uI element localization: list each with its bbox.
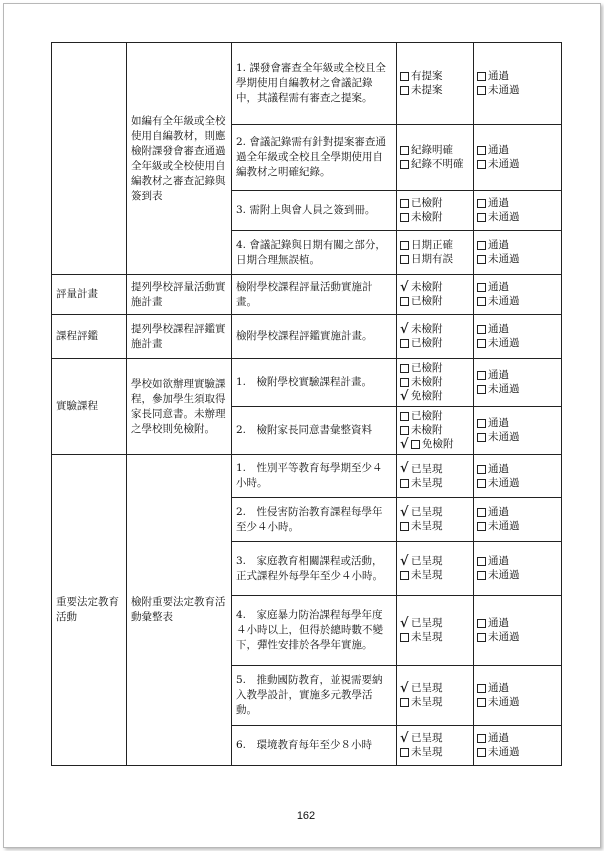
- checkbox[interactable]: [477, 213, 486, 222]
- checkbox[interactable]: [411, 440, 420, 449]
- option-cell: [397, 407, 474, 455]
- option-cell: [397, 596, 474, 666]
- result-cell: [474, 275, 562, 315]
- checkbox[interactable]: [477, 283, 486, 292]
- checkbox[interactable]: [400, 364, 409, 373]
- option-label: 已檢附: [411, 197, 443, 209]
- check-mark-icon[interactable]: √: [400, 461, 409, 476]
- option-cell: [397, 315, 474, 359]
- checkbox[interactable]: [400, 160, 409, 169]
- checkbox[interactable]: [477, 465, 486, 474]
- requirement-cell: 檢附重要法定教育活動彙整表: [127, 455, 232, 766]
- item-cell: 1. 性別平等教育每學期至少４小時。: [232, 455, 397, 498]
- check-mark-icon[interactable]: √: [400, 504, 409, 520]
- option-label: 未呈現: [411, 631, 443, 643]
- option-label: 未呈現: [411, 476, 443, 489]
- checkbox[interactable]: [477, 297, 486, 306]
- checkbox[interactable]: [477, 371, 486, 380]
- option-cell: [397, 275, 474, 315]
- result-cell: [474, 231, 562, 275]
- checkbox[interactable]: [477, 557, 486, 566]
- checkbox[interactable]: [400, 698, 409, 707]
- requirement-cell: 提列學校評量活動實施計畫: [127, 275, 232, 315]
- option-label: 未呈現: [411, 746, 443, 758]
- option-label: 已檢附: [411, 337, 443, 349]
- result-cell: [474, 498, 562, 542]
- option-cell: [397, 726, 474, 766]
- check-mark-icon[interactable]: √: [400, 615, 409, 631]
- option-cell: [397, 455, 474, 498]
- category-cell: 實驗課程: [52, 359, 127, 455]
- option-label: 未檢附: [411, 281, 443, 293]
- result-label: 通過: [488, 197, 509, 209]
- option-label: 未提案: [411, 84, 443, 96]
- check-mark-icon[interactable]: √: [400, 279, 409, 295]
- item-cell: 2. 會議記錄需有針對提案審查通過全年級或全校且全學期使用自編教材之明確紀錄。: [232, 125, 397, 191]
- table-row: [52, 359, 562, 407]
- option-cell: [397, 231, 474, 275]
- checkbox[interactable]: [400, 412, 409, 421]
- result-label: 未通過: [488, 158, 520, 170]
- option-label: 未檢附: [411, 211, 443, 223]
- checkbox[interactable]: [400, 213, 409, 222]
- checkbox[interactable]: [477, 698, 486, 707]
- result-label: 未通過: [488, 84, 520, 96]
- result-cell: [474, 542, 562, 596]
- result-cell: [474, 43, 562, 125]
- checkbox[interactable]: [400, 378, 409, 387]
- option-cell: [397, 125, 474, 191]
- option-label: 未呈現: [411, 696, 443, 708]
- requirement-cell: 如編有全年級或全校使用自編教材，則應檢附課發會審查通過全年級或全校使用自編教材之審查記錄與簽到表: [127, 43, 232, 275]
- result-label: 未通過: [488, 337, 520, 349]
- item-cell: 2. 檢附家長同意書彙整資料: [232, 407, 397, 455]
- item-cell: 6. 環境教育每年至少８小時: [232, 726, 397, 766]
- checkbox[interactable]: [400, 297, 409, 306]
- check-mark-icon[interactable]: √: [400, 680, 409, 696]
- item-cell: 4. 會議記錄與日期有關之部分，日期合理無誤植。: [232, 231, 397, 275]
- checkbox[interactable]: [477, 86, 486, 95]
- check-mark-icon[interactable]: √: [400, 553, 409, 569]
- checkbox[interactable]: [400, 748, 409, 757]
- checkbox[interactable]: [477, 619, 486, 628]
- result-label: 未通過: [488, 746, 520, 758]
- check-mark-icon[interactable]: √: [400, 730, 409, 746]
- checkbox[interactable]: [400, 571, 409, 580]
- checkbox[interactable]: [400, 339, 409, 348]
- table-row: [52, 275, 562, 315]
- option-cell: [397, 359, 474, 407]
- item-cell: 1. 課發會審查全年級或全校且全學期使用自編教材之會議記錄中，其議程需有審查之提案。: [232, 43, 397, 125]
- option-label: 已呈現: [411, 555, 443, 567]
- category-cell: 評量計畫: [52, 275, 127, 315]
- option-cell: [397, 191, 474, 231]
- result-label: 未通過: [488, 569, 520, 581]
- requirement-cell: 提列學校課程評鑑實施計畫: [127, 315, 232, 359]
- option-label: 未呈現: [411, 569, 443, 581]
- checkbox[interactable]: [400, 479, 409, 488]
- item-cell: 1. 檢附學校實驗課程計畫。: [232, 359, 397, 407]
- result-label: 未通過: [488, 211, 520, 223]
- option-label: 已呈現: [411, 506, 443, 518]
- result-label: 未通過: [488, 253, 520, 265]
- page-number: 162: [296, 810, 316, 822]
- result-cell: [474, 455, 562, 498]
- checkbox[interactable]: [400, 146, 409, 155]
- result-label: 通過: [488, 144, 509, 156]
- result-cell: [474, 407, 562, 455]
- check-mark-icon[interactable]: √: [400, 388, 409, 404]
- option-cell: [397, 43, 474, 125]
- item-cell: 檢附學校課程評量活動實施計畫。: [232, 275, 397, 315]
- result-label: 通過: [488, 682, 509, 694]
- result-label: 通過: [488, 555, 509, 567]
- checkbox[interactable]: [477, 160, 486, 169]
- table-row: [52, 455, 562, 498]
- result-cell: [474, 125, 562, 191]
- category-cell: [52, 43, 127, 275]
- option-label: 有提案: [411, 70, 443, 82]
- item-cell: 5. 推動國防教育，並視需要納入教學設計，實施多元教學活動。: [232, 666, 397, 726]
- checkbox[interactable]: [477, 199, 486, 208]
- result-label: 通過: [488, 323, 509, 335]
- result-cell: [474, 596, 562, 666]
- result-label: 通過: [488, 732, 509, 744]
- option-label: 未檢附: [411, 323, 443, 335]
- checkbox[interactable]: [477, 433, 486, 442]
- checkbox[interactable]: [400, 86, 409, 95]
- checkbox[interactable]: [477, 734, 486, 743]
- table-row: [52, 315, 562, 359]
- option-label: 已呈現: [411, 617, 443, 629]
- result-cell: [474, 359, 562, 407]
- checkbox[interactable]: [477, 146, 486, 155]
- checkbox[interactable]: [400, 255, 409, 264]
- checkbox[interactable]: [400, 426, 409, 435]
- checkbox[interactable]: [477, 325, 486, 334]
- checkbox[interactable]: [400, 522, 409, 531]
- option-cell: [397, 498, 474, 542]
- result-label: 通過: [488, 506, 509, 518]
- checkbox[interactable]: [477, 522, 486, 531]
- checkbox[interactable]: [477, 508, 486, 517]
- result-label: 未通過: [488, 431, 520, 443]
- result-label: 未通過: [488, 476, 520, 489]
- checkbox[interactable]: [477, 241, 486, 250]
- option-cell: [397, 666, 474, 726]
- result-label: 未通過: [488, 520, 520, 532]
- option-label: 已呈現: [411, 732, 443, 744]
- result-label: 未通過: [488, 383, 520, 395]
- option-label: 未檢附: [411, 424, 443, 436]
- option-label: 免檢附: [411, 390, 443, 402]
- checkbox[interactable]: [477, 479, 486, 488]
- category-cell: 重要法定教育活動: [52, 455, 127, 766]
- checkbox[interactable]: [477, 255, 486, 264]
- option-label: 已檢附: [411, 295, 443, 307]
- review-checklist-table: [51, 42, 562, 766]
- category-cell: 課程評鑑: [52, 315, 127, 359]
- result-label: 未通過: [488, 696, 520, 708]
- checkbox[interactable]: [477, 748, 486, 757]
- result-cell: [474, 191, 562, 231]
- result-label: 通過: [488, 417, 509, 429]
- item-cell: 3. 需附上與會人員之簽到冊。: [232, 191, 397, 231]
- option-label: 免檢附: [422, 438, 454, 450]
- item-cell: 2. 性侵害防治教育課程每學年至少４小時。: [232, 498, 397, 542]
- checkbox[interactable]: [477, 684, 486, 693]
- option-label: 已呈現: [411, 462, 443, 475]
- result-label: 未通過: [488, 295, 520, 307]
- option-label: 日期有誤: [411, 253, 453, 265]
- option-label: 已檢附: [411, 362, 443, 374]
- item-cell: 3. 家庭教育相關課程或活動，正式課程外每學年至少４小時。: [232, 542, 397, 596]
- checkbox[interactable]: [477, 385, 486, 394]
- result-label: 通過: [488, 70, 509, 82]
- checkbox[interactable]: [477, 633, 486, 642]
- item-cell: 檢附學校課程評鑑實施計畫。: [232, 315, 397, 359]
- checkbox[interactable]: [477, 339, 486, 348]
- check-mark-icon[interactable]: √: [400, 436, 409, 452]
- result-label: 未通過: [488, 631, 520, 643]
- option-label: 紀錄不明確: [411, 158, 464, 170]
- result-label: 通過: [488, 617, 509, 629]
- check-mark-icon[interactable]: √: [400, 321, 409, 337]
- option-label: 未呈現: [411, 520, 443, 532]
- option-label: 未檢附: [411, 376, 443, 388]
- checkbox[interactable]: [400, 241, 409, 250]
- option-label: 紀錄明確: [411, 144, 453, 156]
- checkbox[interactable]: [477, 72, 486, 81]
- requirement-cell: 學校如欲辦理實驗課程，參加學生須取得家長同意書。未辦理之學校則免檢附。: [127, 359, 232, 455]
- checkbox[interactable]: [400, 72, 409, 81]
- option-label: 已呈現: [411, 682, 443, 694]
- result-cell: [474, 666, 562, 726]
- checkbox[interactable]: [477, 571, 486, 580]
- checkbox[interactable]: [477, 419, 486, 428]
- result-label: 通過: [488, 281, 509, 293]
- result-cell: [474, 315, 562, 359]
- result-label: 通過: [488, 239, 509, 251]
- document-page: [3, 3, 601, 848]
- item-cell: 4. 家庭暴力防治課程每學年度４小時以上，但得於總時數不變下，彈性安排於各學年實施。: [232, 596, 397, 666]
- result-cell: [474, 726, 562, 766]
- table-row: [52, 43, 562, 125]
- checkbox[interactable]: [400, 633, 409, 642]
- result-label: 通過: [488, 369, 509, 381]
- option-label: 已檢附: [411, 410, 443, 422]
- option-label: 日期正確: [411, 239, 453, 251]
- checkbox[interactable]: [400, 199, 409, 208]
- result-label: 通過: [488, 462, 509, 475]
- option-cell: [397, 542, 474, 596]
